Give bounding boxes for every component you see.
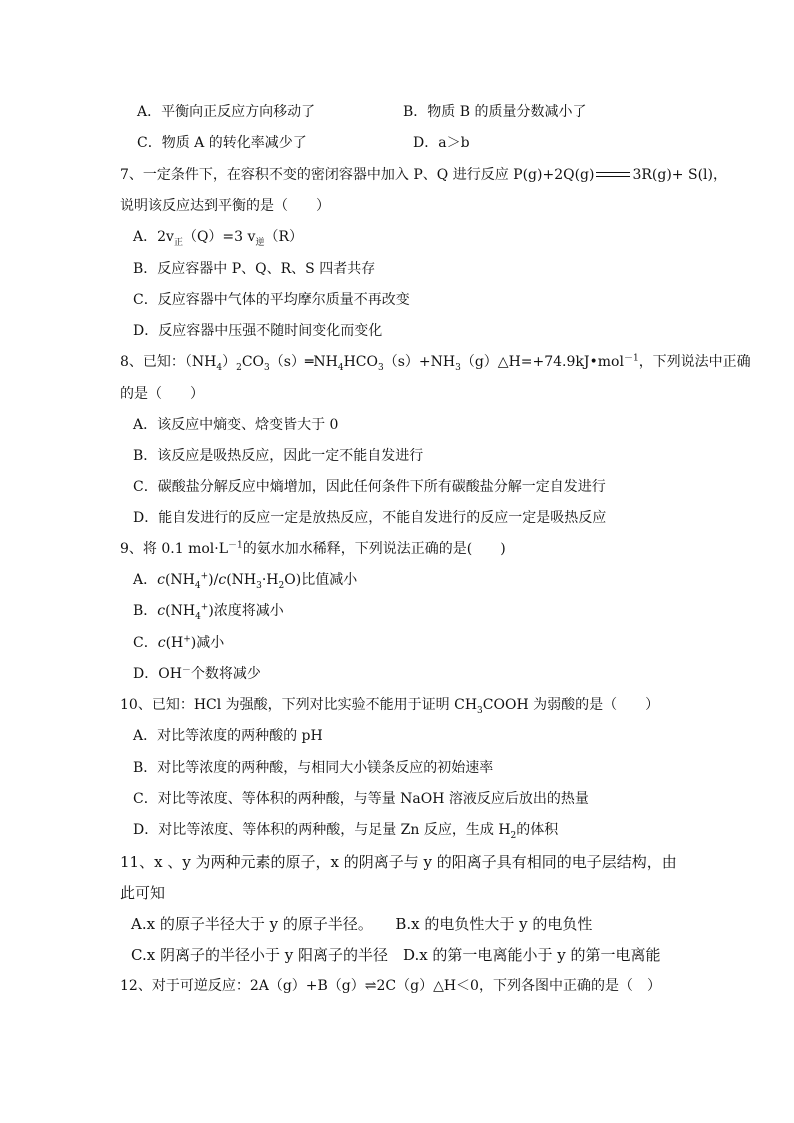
q10-stem: 10、已知：HCl 为强酸，下列对比实验不能用于证明 $CH_3COOH$ 为弱酸的是（ ）	[120, 697, 660, 716]
q9-option-a: A．$c(NH_4^+)/c(NH_3\cdot H_2O)$比值减小	[133, 571, 358, 591]
q12-stem: 12、对于可逆反应：2A（g）+B（g）⇌2C（g）△H＜0，下列各图中正确的是（ ）	[120, 978, 661, 994]
q9-option-b: B．$c(NH_4^+)$浓度将减小	[133, 602, 284, 622]
q11-options-cd: C.x 阴离子的半径小于 y 阳离子的半径 D.x 的第一电离能小于 y 的第一电离能	[131, 946, 661, 964]
q9-option-c: C．c(H+)减小	[133, 634, 225, 651]
q6-option-a: A．平衡向正反应方向移动了	[137, 104, 316, 120]
q7-stem-line2: 说明该反应达到平衡的是（ ）	[120, 198, 330, 214]
q10-option-c: C．对比等浓度、等体积的两种酸，与等量 NaOH 溶液反应后放出的热量	[133, 791, 589, 807]
q10-option-b: B．对比等浓度的两种酸，与相同大小镁条反应的初始速率	[133, 760, 494, 776]
q7-stem	[120, 166, 727, 184]
q8-option-a: A．该反应中熵变、焓变皆大于 0	[133, 417, 339, 433]
q7-stem-pre: 7、一定条件下，在容积不变的密闭容器中加入 P、Q 进行反应 P(g)+2Q(g)	[120, 167, 595, 183]
equilibrium-arrow-icon	[596, 170, 630, 180]
q10-option-d: D．对比等浓度、等体积的两种酸，与足量 Zn 反应，生成 $H_2$的体积	[133, 822, 559, 841]
q6-option-c: C．物质 A 的转化率减少了	[137, 135, 307, 151]
q11-stem: 11、x 、y 为两种元素的原子，x 的阴离子与 y 的阳离子具有相同的电子层结构，由	[120, 853, 677, 871]
q7-option-c: C．反应容器中气体的平均摩尔质量不再改变	[133, 292, 410, 308]
q7-option-a: A．$2v_正(Q)=3$ $v_逆(R)$	[133, 229, 303, 248]
q6-option-b: B．物质 B 的质量分数减小了	[403, 104, 587, 120]
q7-stem-post: 3R(g)+ S(l)，	[632, 167, 727, 183]
q8-stem: 8、已知：$(NH_4)_2CO_3(s)═NH_4HCO_3(s)+NH_3(g)\triangle H=+74.9kJ•mol^{-1}$，下列说法中正确	[120, 353, 751, 373]
q8-option-c: C．碳酸盐分解反应中熵增加，因此任何条件下所有碳酸盐分解一定自发进行	[133, 479, 606, 495]
q9-option-d: D．OH－个数将减少	[133, 665, 261, 682]
q11-options-ab: A.x 的原子半径大于 y 的原子半径。 B.x 的电负性大于 y 的电负性	[131, 915, 593, 933]
q11-stem-line2: 此可知	[120, 884, 166, 902]
q10-option-a: A．对比等浓度的两种酸的 pH	[133, 728, 323, 744]
q9-stem: 9、将 0.1 $mol\cdot L^{-1}$的氨水加水稀释，下列说法正确的是( )	[120, 540, 506, 557]
q7-option-b: B．反应容器中 P、Q、R、S 四者共存	[133, 261, 376, 277]
q7-option-d: D．反应容器中压强不随时间变化而变化	[133, 323, 383, 339]
q8-stem-line2: 的是（ ）	[120, 386, 204, 402]
q6-option-d: D．a＞b	[413, 135, 470, 151]
q8-option-b: B．该反应是吸热反应，因此一定不能自发进行	[133, 448, 424, 464]
q8-option-d: D．能自发进行的反应一定是放热反应，不能自发进行的反应一定是吸热反应	[133, 510, 607, 526]
